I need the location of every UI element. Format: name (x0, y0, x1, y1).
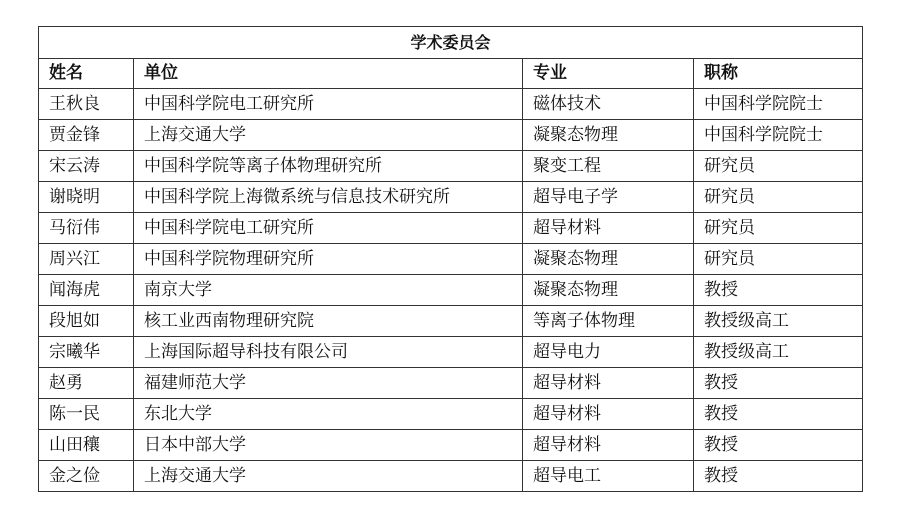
member-title-cell: 教授 (694, 275, 863, 306)
table-row (39, 89, 863, 120)
member-major-cell: 凝聚态物理 (523, 275, 694, 306)
member-title-cell: 研究员 (694, 182, 863, 213)
table-row (39, 399, 863, 430)
member-major-cell: 磁体技术 (523, 89, 694, 120)
member-major-cell: 凝聚态物理 (523, 120, 694, 151)
member-unit-cell: 中国科学院上海微系统与信息技术研究所 (134, 182, 523, 213)
member-name-cell: 金之俭 (39, 461, 134, 492)
member-title-cell: 中国科学院院士 (694, 89, 863, 120)
member-name-cell: 王秋良 (39, 89, 134, 120)
member-title-cell: 教授 (694, 368, 863, 399)
table-row (39, 151, 863, 182)
table-title: 学术委员会 (39, 27, 863, 59)
member-unit-cell: 上海交通大学 (134, 120, 523, 151)
table-row (39, 430, 863, 461)
member-title-cell: 中国科学院院士 (694, 120, 863, 151)
table-body (39, 89, 863, 492)
committee-table-container (38, 26, 862, 492)
header-title: 职称 (694, 59, 863, 89)
member-title-cell: 研究员 (694, 213, 863, 244)
table-header-row (39, 59, 863, 89)
member-name-cell: 闻海虎 (39, 275, 134, 306)
table-row (39, 461, 863, 492)
member-title-cell: 研究员 (694, 151, 863, 182)
table-row (39, 337, 863, 368)
table-title-row (39, 27, 863, 59)
member-name-cell: 马衍伟 (39, 213, 134, 244)
member-name-cell: 段旭如 (39, 306, 134, 337)
header-major: 专业 (523, 59, 694, 89)
member-unit-cell: 东北大学 (134, 399, 523, 430)
member-major-cell: 超导材料 (523, 430, 694, 461)
member-major-cell: 超导材料 (523, 213, 694, 244)
member-title-cell: 教授 (694, 461, 863, 492)
member-name-cell: 谢晓明 (39, 182, 134, 213)
member-title-cell: 教授 (694, 399, 863, 430)
member-major-cell: 等离子体物理 (523, 306, 694, 337)
table-row (39, 182, 863, 213)
member-unit-cell: 上海交通大学 (134, 461, 523, 492)
member-title-cell: 教授级高工 (694, 306, 863, 337)
member-unit-cell: 核工业西南物理研究院 (134, 306, 523, 337)
committee-table (38, 26, 863, 492)
member-major-cell: 凝聚态物理 (523, 244, 694, 275)
table-row (39, 213, 863, 244)
table-row (39, 244, 863, 275)
member-name-cell: 周兴江 (39, 244, 134, 275)
member-unit-cell: 上海国际超导科技有限公司 (134, 337, 523, 368)
member-unit-cell: 中国科学院电工研究所 (134, 213, 523, 244)
member-major-cell: 超导材料 (523, 368, 694, 399)
member-unit-cell: 日本中部大学 (134, 430, 523, 461)
member-major-cell: 超导材料 (523, 399, 694, 430)
member-name-cell: 贾金锋 (39, 120, 134, 151)
table-row (39, 368, 863, 399)
member-title-cell: 研究员 (694, 244, 863, 275)
member-unit-cell: 中国科学院电工研究所 (134, 89, 523, 120)
member-title-cell: 教授 (694, 430, 863, 461)
member-name-cell: 宗曦华 (39, 337, 134, 368)
header-name: 姓名 (39, 59, 134, 89)
member-major-cell: 聚变工程 (523, 151, 694, 182)
member-name-cell: 陈一民 (39, 399, 134, 430)
member-title-cell: 教授级高工 (694, 337, 863, 368)
table-row (39, 275, 863, 306)
member-major-cell: 超导电子学 (523, 182, 694, 213)
member-major-cell: 超导电力 (523, 337, 694, 368)
table-row (39, 306, 863, 337)
table-row (39, 120, 863, 151)
member-unit-cell: 南京大学 (134, 275, 523, 306)
header-unit: 单位 (134, 59, 523, 89)
member-name-cell: 宋云涛 (39, 151, 134, 182)
member-major-cell: 超导电工 (523, 461, 694, 492)
member-unit-cell: 中国科学院物理研究所 (134, 244, 523, 275)
member-unit-cell: 福建师范大学 (134, 368, 523, 399)
member-name-cell: 赵勇 (39, 368, 134, 399)
member-name-cell: 山田穰 (39, 430, 134, 461)
member-unit-cell: 中国科学院等离子体物理研究所 (134, 151, 523, 182)
